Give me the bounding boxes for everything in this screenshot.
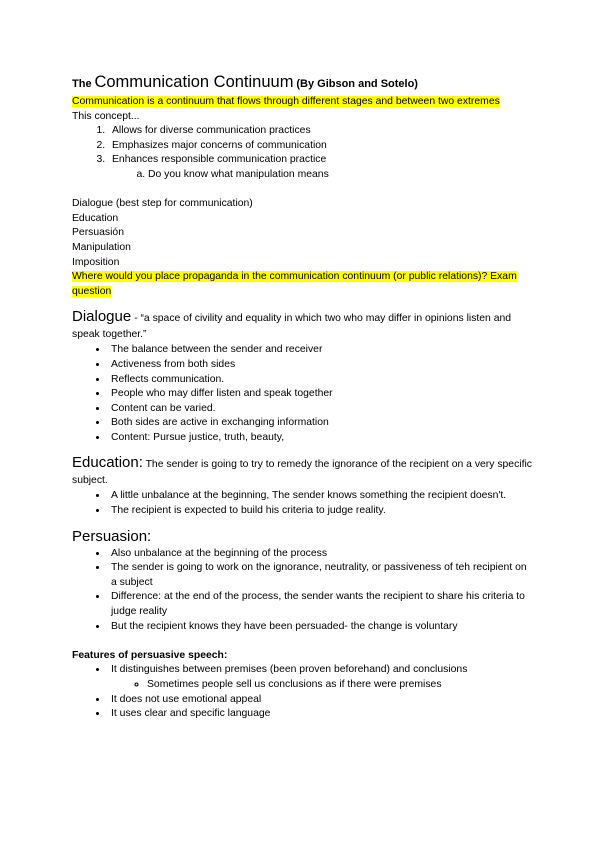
- education-definition: The sender is going to try to remedy the ignorance of the recipient on a very specific subject.: [72, 459, 532, 487]
- spacer: [72, 634, 532, 649]
- list-item: • It uses clear and specific language: [108, 707, 532, 722]
- concept-list: [72, 124, 532, 182]
- education-bullets: [72, 489, 532, 518]
- list-item: • Also unbalance at the beginning of the process: [108, 547, 532, 562]
- list-item: [108, 153, 532, 182]
- persuasion-heading: Persuasion:: [72, 527, 152, 545]
- stage-line: Imposition: [72, 256, 120, 268]
- list-item: • But the recipient knows they have been persuaded- the change is voluntary: [108, 620, 532, 635]
- list-item: • The balance between the sender and receiver: [108, 343, 532, 358]
- intro-highlight: Communication is a continuum that flows through different stages and between two extremes: [72, 96, 500, 107]
- title-prefix: The: [72, 78, 92, 90]
- document-title: [72, 72, 532, 95]
- list-item: • Activeness from both sides: [108, 358, 532, 373]
- sublist-item: ◦ Sometimes people sell us conclusions as if there were premises: [147, 678, 532, 693]
- dialogue-paragraph: [72, 309, 532, 343]
- education-heading: Education:: [72, 454, 143, 472]
- persuasion-bullets: [72, 547, 532, 635]
- list-item: 1. Allows for diverse communication practices: [108, 124, 532, 139]
- list-item-text: It distinguishes between premises (been proven beforehand) and conclusions: [111, 664, 468, 676]
- question-highlight: Where would you place propaganda in the communication continuum (or public relations)? Exam question: [72, 271, 517, 297]
- list-item: • People who may differ listen and speak together: [108, 387, 532, 402]
- concept-sublist: [112, 168, 532, 183]
- features-bullets: [72, 663, 532, 721]
- education-paragraph: [72, 455, 532, 489]
- list-item: • Difference: at the end of the process, the sender wants the recipient to share his criteria to judge reality: [108, 590, 532, 619]
- list-item: • It does not use emotional appeal: [108, 693, 532, 708]
- question-paragraph: [72, 270, 532, 299]
- persuasion-paragraph: [72, 529, 532, 547]
- concept-label: This concept...: [72, 110, 140, 122]
- dialogue-heading: Dialogue: [72, 308, 132, 326]
- document-page: [72, 72, 532, 722]
- features-sublist: [111, 678, 532, 693]
- stage-line: Education: [72, 212, 119, 224]
- title-suffix: (By Gibson and Sotelo): [296, 78, 418, 90]
- spacer: [72, 183, 532, 198]
- features-heading: Features of persuasive speech:: [72, 649, 228, 661]
- spacer: [72, 299, 532, 309]
- list-item: • Content: Pursue justice, truth, beauty,: [108, 431, 532, 446]
- intro-paragraph: [72, 95, 532, 110]
- list-item-text: Enhances responsible communication practice: [112, 154, 327, 166]
- list-item: • A little unbalance at the beginning, The sender knows something the recipient doesn't.: [108, 489, 532, 504]
- dialogue-definition: - “a space of civility and equality in which two who may differ in opinions listen and speak together.”: [72, 313, 512, 341]
- list-item: 2. Emphasizes major concerns of communication: [108, 139, 532, 154]
- stage-line: Dialogue (best step for communication): [72, 198, 253, 210]
- sublist-item: a. Do you know what manipulation means: [148, 168, 532, 183]
- stage-line: Persuasión: [72, 227, 124, 239]
- dialogue-bullets: [72, 343, 532, 445]
- title-main: Communication Continuum: [94, 73, 294, 91]
- list-item: • Both sides are active in exchanging information: [108, 416, 532, 431]
- stage-line: Manipulation: [72, 241, 131, 253]
- list-item: • Content can be varied.: [108, 402, 532, 417]
- list-item: • Reflects communication.: [108, 373, 532, 388]
- list-item: • The recipient is expected to build his criteria to judge reality.: [108, 504, 532, 519]
- list-item: • The sender is going to work on the ignorance, neutrality, or passiveness of teh recipient on a subject: [108, 561, 532, 590]
- list-item: [108, 663, 532, 692]
